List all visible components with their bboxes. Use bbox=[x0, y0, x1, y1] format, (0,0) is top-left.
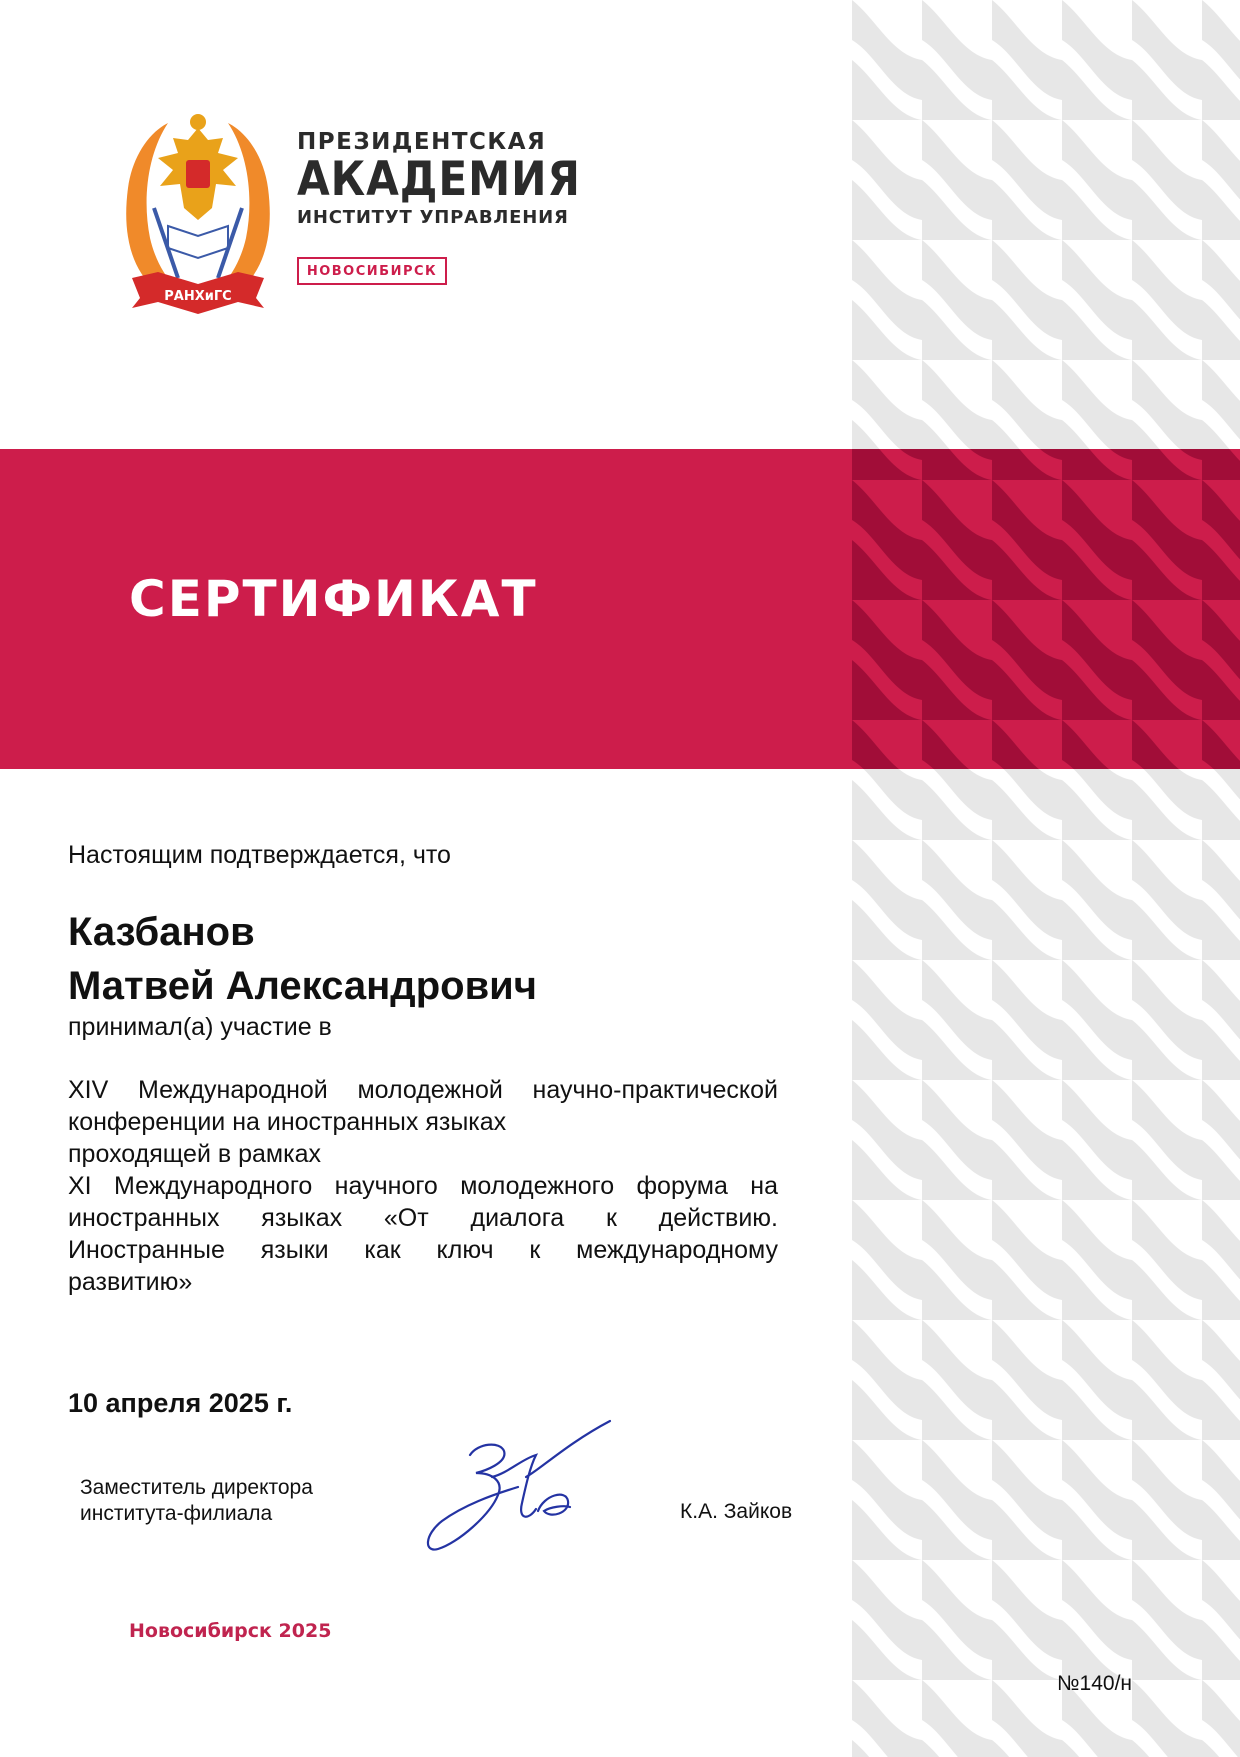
event-description bbox=[68, 1074, 778, 1298]
certificate-title: СЕРТИФИКАТ bbox=[129, 570, 538, 628]
academy-logo-text bbox=[297, 130, 612, 230]
recipient-given-names: Матвей Александрович bbox=[68, 964, 537, 1008]
position-line: института-филиала bbox=[80, 1502, 273, 1525]
double-headed-eagle-emblem-icon bbox=[118, 108, 278, 316]
event-line: Иностранные языки как ключ к международному bbox=[68, 1236, 778, 1264]
certificate-number: №140/н bbox=[1057, 1672, 1132, 1695]
event-line: XIV Международной молодежной научно-практической bbox=[68, 1076, 778, 1104]
event-line: конференции на иностранных языках bbox=[68, 1108, 507, 1136]
participation-text: принимал(а) участие в bbox=[68, 1013, 332, 1041]
event-line: XI Международного научного молодежного форума на bbox=[68, 1172, 778, 1200]
recipient-name bbox=[68, 905, 537, 1013]
position-line: Заместитель директора bbox=[80, 1476, 313, 1499]
decorative-pattern bbox=[852, 0, 1240, 1757]
logo-line-2: АКАДЕМИЯ bbox=[297, 152, 581, 208]
handwritten-signature-icon bbox=[418, 1415, 616, 1557]
event-line: иностранных языках «От диалога к действию. bbox=[68, 1204, 778, 1232]
signatory-position bbox=[80, 1475, 313, 1527]
certificate-date: 10 апреля 2025 г. bbox=[68, 1388, 293, 1418]
signatory-name: К.А. Зайков bbox=[680, 1500, 793, 1523]
event-line: проходящей в рамках bbox=[68, 1140, 321, 1168]
city-badge: НОВОСИБИРСК bbox=[297, 257, 447, 285]
intro-text: Настоящим подтверждается, что bbox=[68, 841, 451, 869]
ribbon-text: РАНХиГС bbox=[164, 289, 232, 304]
footer-city-year: Новосибирск 2025 bbox=[129, 1620, 332, 1642]
logo-line-1: ПРЕЗИДЕНТСКАЯ bbox=[297, 129, 547, 155]
event-line: развитию» bbox=[68, 1268, 193, 1296]
recipient-surname: Казбанов bbox=[68, 910, 255, 954]
logo-line-3: ИНСТИТУТ УПРАВЛЕНИЯ bbox=[297, 206, 569, 228]
